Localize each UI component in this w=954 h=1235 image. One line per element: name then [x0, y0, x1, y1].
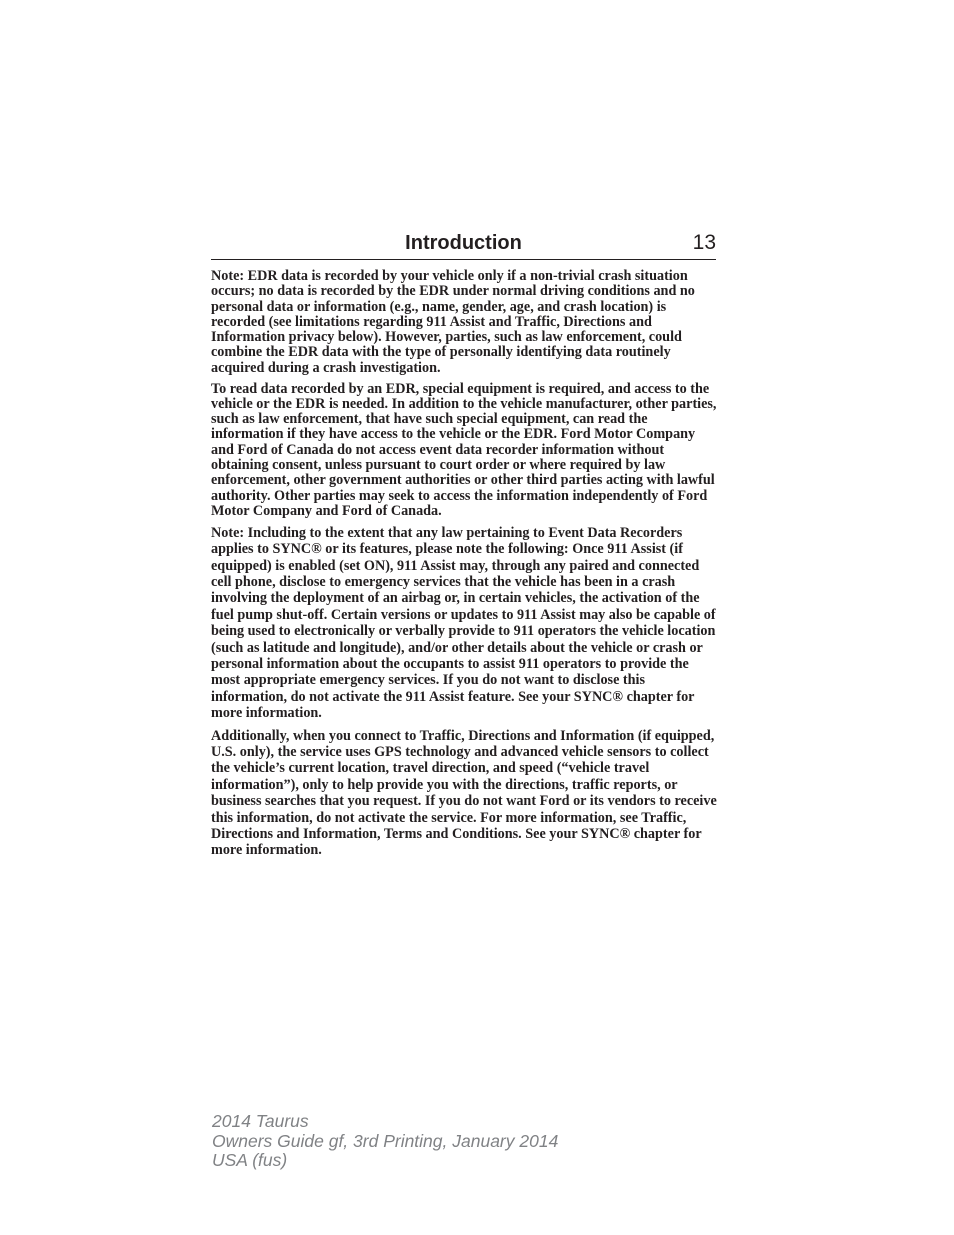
paragraph-sync-note: Note: Including to the extent that any law pertaining to Event Data Recorders applies to SYNC® or its features, please note the following: Once 911 Assist (if equipped) is enabled (set ON), 911 Assist may, through any paired and connected cell phone, disclose to emergency services that the vehicle has been in a crash involving the deployment of an airbag or, in certain vehicles, the activation of the fuel pump shut-off. Certain versions or updates to 911 Assist may also be capable of being used to electronically or verbally provide to 911 operators the vehicle location (such as latitude and longitude), and/or other details about the vehicle or crash or personal information about the occupants to assist 911 operators to provide the most appropriate emergency services. If you do not want to disclose this information, do not activate the 911 Assist feature. See your SYNC® chapter for more information. — [211, 524, 716, 722]
paragraph-edr-note: Note: EDR data is recorded by your vehicle only if a non-trivial crash situation occurs; no data is recorded by the EDR under normal driving conditions and no personal data or information (e.g., name, gender, age, and crash location) is recorded (see limitations regarding 911 Assist and Traffic, Directions and Information privacy below). However, parties, such as law enforcement, could combine the EDR data with the type of personally identifying data routinely acquired during a crash investigation. — [211, 268, 695, 376]
footer-market — [212, 1151, 558, 1171]
page-header — [211, 229, 716, 260]
paragraph-traffic-directions: Additionally, when you connect to Traffic, Directions and Information (if equipped, U.S. only), the service uses GPS technology and advanced vehicle sensors to collect the vehicle’s current location, travel direction, and speed (“vehicle travel information”), only to help provide you with the directions, traffic reports, or business searches that you request. If you do not want Ford or its vendors to receive this information, do not activate the service. For more information, see Traffic, Directions and Information, Terms and Conditions. See your SYNC® chapter for more information. — [211, 727, 717, 859]
footer-model: 2014 Taurus — [212, 1111, 309, 1131]
page-footer — [212, 1112, 558, 1171]
paragraph-edr-access: To read data recorded by an EDR, special equipment is required, and access to the vehicle or the EDR is needed. In addition to the vehicle manufacturer, other parties, such as law enforcement, that have such special equipment, can read the information if they have access to the vehicle or the EDR. Ford Motor Company and Ford of Canada do not access event data recorder information without obtaining consent, unless pursuant to court order or where required by law enforcement, other government authorities or other third parties acting with lawful authority. Other parties may seek to access the information independently of Ford Motor Company and Ford of Canada. — [211, 380, 717, 519]
footer-guide-edition: Owners Guide gf, 3rd Printing, January 2014 — [212, 1130, 559, 1151]
footer-market-code: (fus) — [252, 1150, 288, 1170]
page-number: 13 — [692, 231, 716, 254]
footer-country: USA — [212, 1150, 248, 1170]
body-text — [211, 269, 719, 865]
section-title: Introduction — [405, 232, 522, 254]
